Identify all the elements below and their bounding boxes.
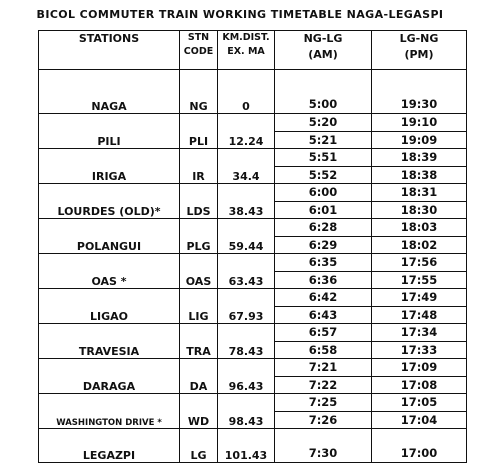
station-code: PLG bbox=[180, 219, 218, 254]
station-name: LIGAO bbox=[39, 289, 180, 324]
timetable bbox=[38, 30, 467, 463]
station-code: IR bbox=[180, 149, 218, 184]
station-code: DA bbox=[180, 359, 218, 394]
ng-lg-times bbox=[275, 70, 372, 114]
table-row bbox=[39, 114, 467, 149]
arrival-time: 18:03 bbox=[372, 219, 466, 237]
table-row bbox=[39, 184, 467, 219]
arrival-time: 17:56 bbox=[372, 254, 466, 272]
station-code: TRA bbox=[180, 324, 218, 359]
arrival-time: 17:09 bbox=[372, 359, 466, 377]
arrival-time: 17:49 bbox=[372, 289, 466, 307]
arrival-time: 5:20 bbox=[275, 114, 371, 132]
header-ng-lg: NG-LG (AM) bbox=[275, 31, 372, 70]
departure-time: 17:04 bbox=[400, 413, 438, 427]
ng-lg-times bbox=[275, 149, 372, 184]
station-code: LG bbox=[180, 429, 218, 463]
station-code: OAS bbox=[180, 254, 218, 289]
lg-ng-times bbox=[372, 149, 467, 184]
table-row bbox=[39, 359, 467, 394]
arrival-time: 6:57 bbox=[275, 324, 371, 342]
header-row bbox=[39, 31, 467, 70]
timetable-title: BICOL COMMUTER TRAIN WORKING TIMETABLE NAGA-LEGASPI bbox=[36, 8, 444, 21]
station-name: DARAGA bbox=[39, 359, 180, 394]
ng-lg-times bbox=[275, 359, 372, 394]
km-distance: 12.24 bbox=[218, 114, 275, 149]
departure-time: 19:30 bbox=[400, 97, 438, 111]
departure-time: 17:48 bbox=[400, 308, 438, 322]
departure-time: 17:00 bbox=[400, 446, 438, 460]
km-distance: 98.43 bbox=[218, 394, 275, 429]
arrival-time: 17:05 bbox=[372, 394, 466, 412]
ng-lg-times bbox=[275, 184, 372, 219]
departure-time: 7:22 bbox=[308, 378, 338, 392]
arrival-time: 5:00 bbox=[308, 97, 338, 111]
lg-ng-times bbox=[372, 70, 467, 114]
ng-lg-times bbox=[275, 219, 372, 254]
ng-lg-times bbox=[275, 324, 372, 359]
table-row bbox=[39, 394, 467, 429]
arrival-time: 6:42 bbox=[275, 289, 371, 307]
km-distance: 59.44 bbox=[218, 219, 275, 254]
km-distance: 38.43 bbox=[218, 184, 275, 219]
arrival-time: 7:25 bbox=[275, 394, 371, 412]
arrival-time: 5:51 bbox=[275, 149, 371, 167]
departure-time: 5:52 bbox=[308, 168, 338, 182]
departure-time: 6:29 bbox=[308, 238, 338, 252]
departure-time: 17:33 bbox=[400, 343, 438, 357]
arrival-time: 7:30 bbox=[308, 446, 338, 460]
km-distance: 96.43 bbox=[218, 359, 275, 394]
arrival-time: 6:35 bbox=[275, 254, 371, 272]
departure-time: 17:08 bbox=[400, 378, 438, 392]
lg-ng-times bbox=[372, 394, 467, 429]
arrival-time: 7:21 bbox=[275, 359, 371, 377]
table-row bbox=[39, 70, 467, 114]
km-distance: 67.93 bbox=[218, 289, 275, 324]
departure-time: 17:55 bbox=[400, 273, 438, 287]
arrival-time: 17:34 bbox=[372, 324, 466, 342]
departure-time: 6:36 bbox=[308, 273, 338, 287]
table-row bbox=[39, 254, 467, 289]
departure-time: 18:38 bbox=[400, 168, 438, 182]
lg-ng-times bbox=[372, 289, 467, 324]
lg-ng-times bbox=[372, 254, 467, 289]
station-name: IRIGA bbox=[39, 149, 180, 184]
departure-time: 6:01 bbox=[308, 203, 338, 217]
table-row bbox=[39, 289, 467, 324]
km-distance: 34.4 bbox=[218, 149, 275, 184]
station-code: LDS bbox=[180, 184, 218, 219]
departure-time: 7:26 bbox=[308, 413, 338, 427]
table-row bbox=[39, 219, 467, 254]
departure-time: 18:02 bbox=[400, 238, 438, 252]
km-distance: 63.43 bbox=[218, 254, 275, 289]
ng-lg-times bbox=[275, 429, 372, 463]
ng-lg-times bbox=[275, 289, 372, 324]
arrival-time: 18:31 bbox=[372, 184, 466, 202]
arrival-time: 19:10 bbox=[372, 114, 466, 132]
ng-lg-times bbox=[275, 394, 372, 429]
header-stn-code: STN CODE bbox=[180, 31, 218, 70]
lg-ng-times bbox=[372, 429, 467, 463]
lg-ng-times bbox=[372, 184, 467, 219]
lg-ng-times bbox=[372, 359, 467, 394]
ng-lg-times bbox=[275, 254, 372, 289]
departure-time: 18:30 bbox=[400, 203, 438, 217]
station-code: LIG bbox=[180, 289, 218, 324]
header-stations: STATIONS bbox=[39, 31, 180, 70]
arrival-time: 6:00 bbox=[275, 184, 371, 202]
station-name: OAS * bbox=[39, 254, 180, 289]
departure-time: 6:58 bbox=[308, 343, 338, 357]
station-code: NG bbox=[180, 70, 218, 114]
ng-lg-times bbox=[275, 114, 372, 149]
station-name: LOURDES (OLD)* bbox=[39, 184, 180, 219]
header-km-dist: KM.DIST. EX. MA bbox=[218, 31, 275, 70]
station-name: TRAVESIA bbox=[39, 324, 180, 359]
km-distance: 78.43 bbox=[218, 324, 275, 359]
station-name: NAGA bbox=[39, 70, 180, 114]
lg-ng-times bbox=[372, 114, 467, 149]
station-code: PLI bbox=[180, 114, 218, 149]
station-code: WD bbox=[180, 394, 218, 429]
station-name: PILI bbox=[39, 114, 180, 149]
station-name: POLANGUI bbox=[39, 219, 180, 254]
km-distance: 101.43 bbox=[218, 429, 275, 463]
departure-time: 6:43 bbox=[308, 308, 338, 322]
header-lg-ng: LG-NG (PM) bbox=[372, 31, 467, 70]
arrival-time: 18:39 bbox=[372, 149, 466, 167]
station-name: LEGAZPI bbox=[39, 429, 180, 463]
table-row bbox=[39, 324, 467, 359]
table-row bbox=[39, 149, 467, 184]
lg-ng-times bbox=[372, 324, 467, 359]
arrival-time: 6:28 bbox=[275, 219, 371, 237]
departure-time: 19:09 bbox=[400, 133, 438, 147]
table-row bbox=[39, 429, 467, 463]
lg-ng-times bbox=[372, 219, 467, 254]
departure-time: 5:21 bbox=[308, 133, 338, 147]
station-name: WASHINGTON DRIVE * bbox=[39, 394, 180, 429]
km-distance: 0 bbox=[218, 70, 275, 114]
